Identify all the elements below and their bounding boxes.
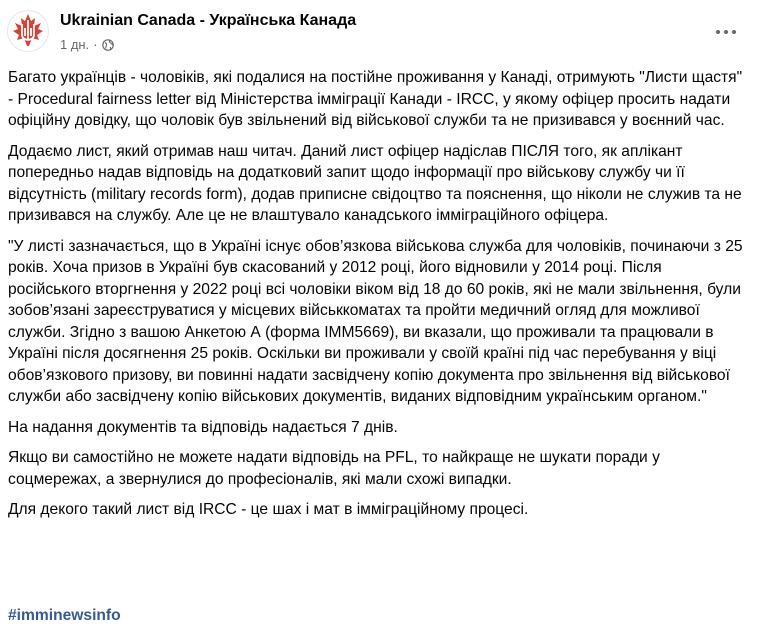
dot-1 bbox=[716, 30, 720, 34]
dot-2 bbox=[724, 30, 728, 34]
dot-3 bbox=[732, 30, 736, 34]
hashtag-link[interactable]: #imminewsinfo bbox=[8, 607, 121, 624]
post-paragraph: "У листі зазначається, що в Україні існує обов’язкова військова служба для чоловіків, починаючи з 25 років. Хоча призов в Україні був скасований у 2012 році, його відновили у 2014 році. Після російського вторгнення у 2022 році всі чоловіки віком від 18 до 60 років, які не мали звільнення, були зобов’язані зареєструватися у місцевих військкоматах та пройти медичний огляд для можливої служби. Згідно з вашою Анкетою А (форма IMM5669), ви вказали, що проживали та працювали в Україні після досягнення 25 років. Оскільки ви проживали у своїй країні під час перебування у віці обов’язкового призову, ви повинні надати засвідчену копію документа про звільнення від військової служби або засвідчену копію військових документів, виданих відповідним українським органом." bbox=[8, 237, 743, 405]
page-avatar[interactable] bbox=[7, 10, 49, 52]
post-paragraph: Багато українців - чоловіків, які подалися на постійне проживання у Канаді, отримують "Листи щастя" - Procedural fairness letter від Міністерства імміграції Канади - IRCC, у якому офіцер просить надати офіційну довідку, що чоловік був звільнений від військової служби та не призивався у воєнний час. bbox=[8, 69, 743, 129]
post-paragraph: Якщо ви самостійно не можете надати відповідь на PFL, то найкраще не шукати поради у соцмережах, а звернулися до професіоналів, які мали схожі випадки. bbox=[8, 449, 660, 488]
meta-separator: · bbox=[93, 37, 98, 52]
more-options-icon[interactable] bbox=[708, 18, 744, 46]
post-body bbox=[8, 67, 748, 530]
post-paragraph: Для декого такий лист від IRCC - це шах і мат в імміграційному процесі. bbox=[8, 501, 529, 518]
post-header bbox=[0, 0, 758, 62]
post-timestamp[interactable]: 1 дн. bbox=[60, 37, 90, 52]
post-paragraph: На надання документів та відповідь надається 7 днів. bbox=[8, 418, 398, 436]
trident-logo-icon bbox=[8, 11, 48, 51]
page-name-link[interactable]: Ukrainian Canada - Українська Канада bbox=[60, 12, 357, 29]
globe-icon[interactable] bbox=[102, 39, 114, 51]
post-meta bbox=[60, 37, 114, 52]
post-paragraph: Додаємо лист, який отримав наш читач. Даний лист офіцер надіслав ПІСЛЯ того, як аплікант попередньо надав відповідь на додатковий запит щодо інформації про військову службу чи її відсутність (military records form), додав приписне свідоцтво та пояснення, що ніколи не служив та не призивався на службу. Але це не влаштувало канадського імміграційного офіцера. bbox=[8, 142, 742, 224]
